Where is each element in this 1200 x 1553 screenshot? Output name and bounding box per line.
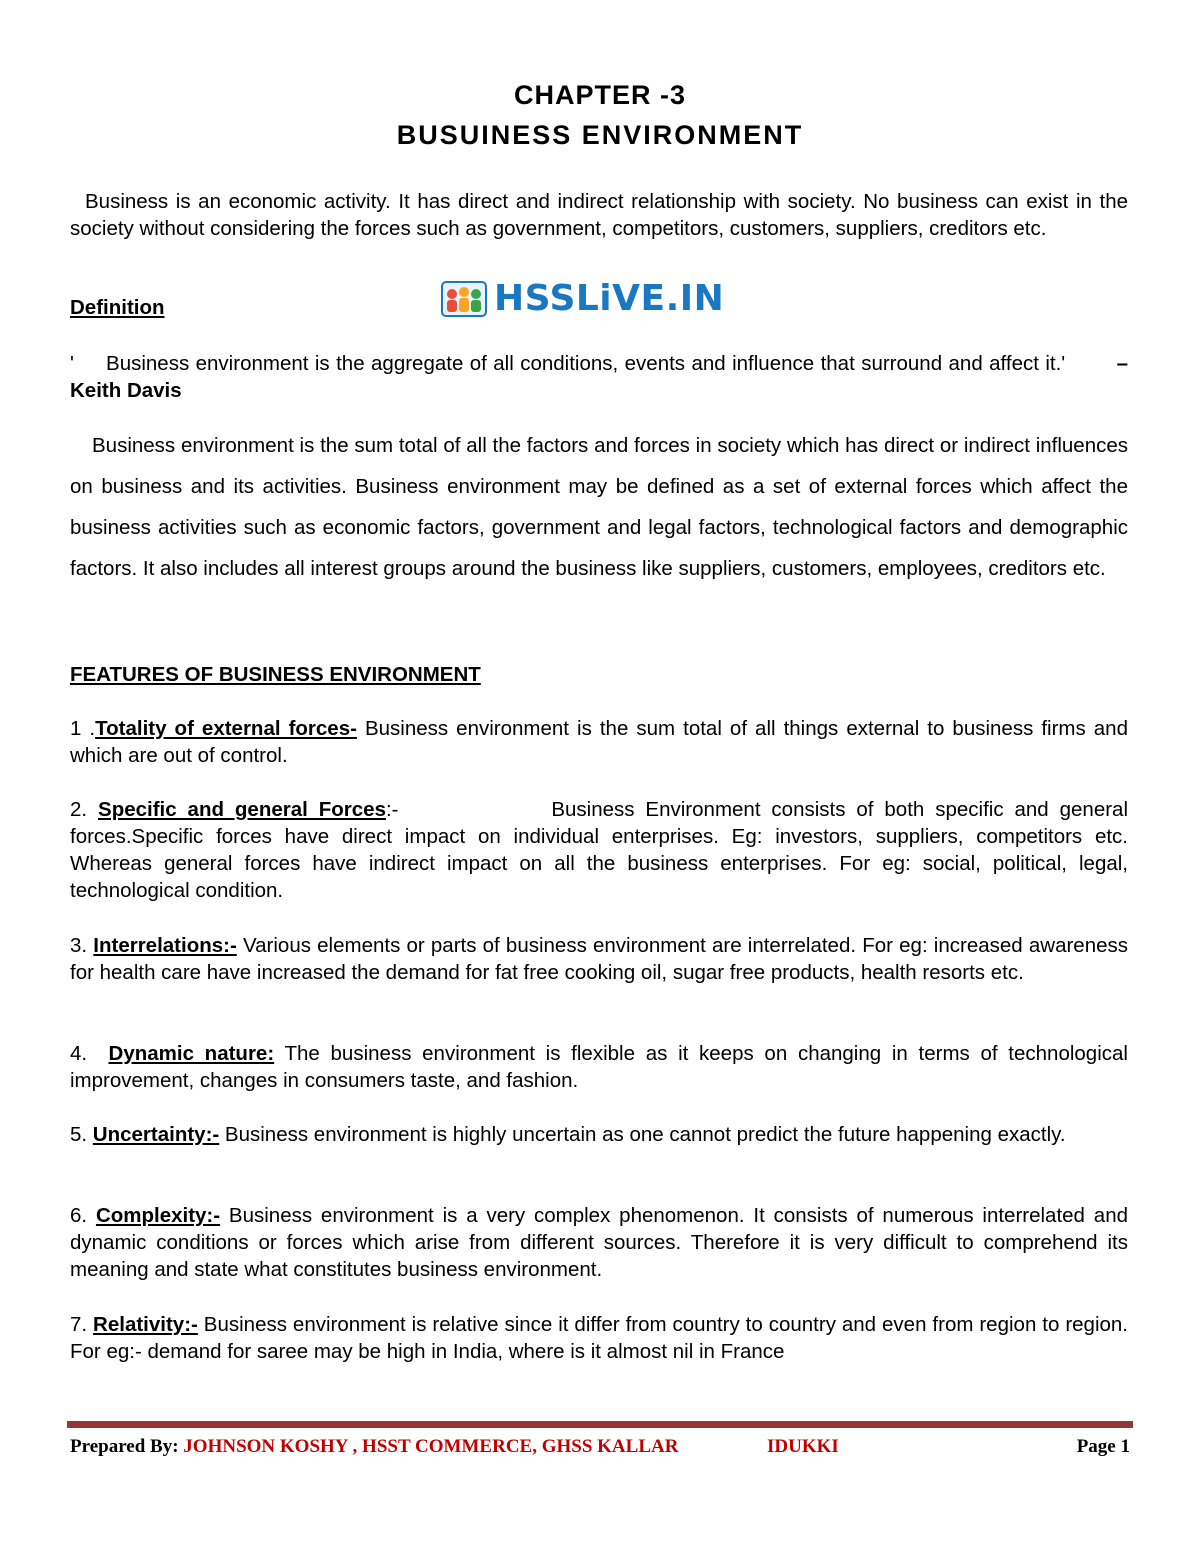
feature-item (70, 1311, 1128, 1365)
chapter-title: BUSUINESS ENVIRONMENT (396, 120, 804, 150)
feature-number: 6. (70, 1204, 96, 1227)
feature-term: Dynamic nature: (108, 1042, 275, 1065)
feature-number: 1 . (70, 717, 96, 740)
feature-text: Business environment is the sum total of all things external to business firms and which are out of control. (70, 717, 1128, 767)
quote-text: ' Business environment is the aggregate of all conditions, events and influence that surround and affect it.' (70, 352, 1117, 375)
people-group-icon (440, 274, 488, 322)
definition-heading: Definition (70, 296, 165, 319)
feature-term: Relativity:- (93, 1313, 198, 1336)
feature-number: 7. (70, 1313, 94, 1336)
intro-paragraph: Business is an economic activity. It has direct and indirect relationship with society. No business can exist in the society without considering the forces such as government, competitors, customers, suppliers, creditors etc. (70, 190, 1128, 240)
definition-paragraph: Business environment is the sum total of all the factors and forces in society which has direct or indirect influences on business and its activities. Business environment may be defined as a set of external forces which affect the business activities such as economic factors, government and legal factors, technological factors and demographic factors. It also includes all interest groups around the business like suppliers, customers, employees, creditors etc. (70, 434, 1128, 580)
feature-number: 5. (70, 1123, 93, 1146)
chapter-number: CHAPTER -3 (513, 80, 686, 110)
feature-text: Business environment is highly uncertain as one cannot predict the future happening exactly. (219, 1123, 1066, 1146)
feature-number: 2. (70, 798, 99, 821)
feature-item (70, 796, 1134, 904)
feature-term: Specific and general Forces (98, 798, 386, 821)
footer-author: JOHNSON KOSHY , HSST COMMERCE, GHSS KALLAR (183, 1436, 679, 1457)
feature-term: Complexity:- (95, 1204, 221, 1227)
feature-number: 4. (70, 1042, 109, 1065)
feature-item (70, 1202, 1128, 1283)
feature-text: The business environment is flexible as it keeps on changing in terms of technological improvement, changes in consumers taste, and fashion. (70, 1042, 1128, 1092)
feature-text: Business environment is a very complex phenomenon. It consists of numerous interrelated and dynamic conditions or forces which arise from different sources. Therefore it is very difficult to comprehend its meaning and state what constitutes business environment. (70, 1204, 1128, 1281)
feature-item (70, 932, 1128, 986)
hsslive-logo (440, 270, 725, 326)
feature-text: Business environment is relative since it differ from country to country and even from region to region. For eg:- demand for saree may be high in India, where is it almost nil in France (70, 1313, 1129, 1363)
footer-district: IDUKKI (767, 1436, 839, 1457)
logo-text: HSSLiVE.IN (494, 277, 725, 319)
feature-item (70, 1040, 1128, 1094)
feature-term: Uncertainty:- (92, 1123, 220, 1146)
feature-term: Interrelations:- (93, 934, 237, 957)
features-heading: FEATURES OF BUSINESS ENVIRONMENT (70, 663, 481, 686)
page-footer (70, 1436, 1130, 1464)
feature-item (70, 715, 1128, 769)
feature-text: Various elements or parts of business environment are interrelated. For eg: increased awareness for health care have increased the demand for fat free cooking oil, sugar free products, health resorts etc. (70, 934, 1129, 984)
feature-term: Totality of external forces- (95, 717, 357, 740)
quote-author: – Keith Davis (70, 352, 1128, 402)
footer-divider (67, 1421, 1133, 1428)
feature-term-separator: :- (385, 798, 399, 821)
page-number: Page 1 (1076, 1436, 1130, 1457)
prepared-by-label: Prepared By: (70, 1436, 184, 1457)
feature-number: 3. (70, 934, 94, 957)
feature-text: Business Environment consists of both specific and general forces.Specific forces have direct impact on individual enterprises. Eg: investors, suppliers, competitors etc. Whereas general forces have indirect impact on all the business enterprises. For eg: social, political, legal, technological condition. (70, 798, 1134, 902)
feature-item (70, 1121, 1128, 1148)
definition-quote (70, 350, 1128, 404)
